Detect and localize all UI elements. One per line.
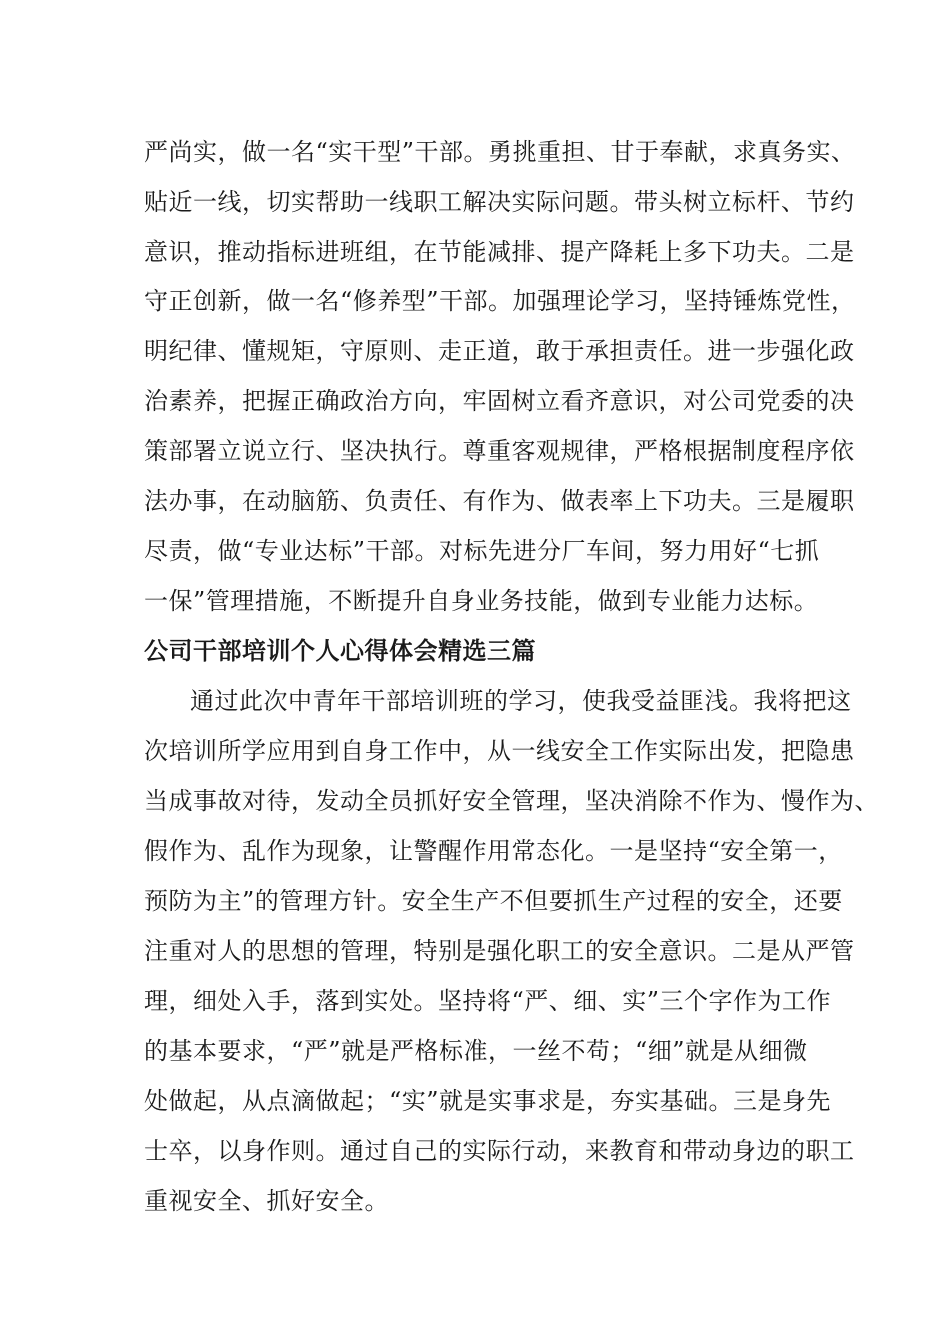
text-line: 预防为主”的管理方针。安全生产不但要抓生产过程的安全，还要: [144, 887, 843, 915]
text-line: 严尚实，做一名“实干型”干部。勇挑重担、甘于奉献，求真务实、: [144, 138, 856, 166]
text-line: 尽责，做“专业达标”干部。对标先进分厂车间，努力用好“七抓: [144, 537, 820, 565]
text-line: 守正创新，做一名“修养型”干部。加强理论学习，坚持锤炼党性，: [144, 287, 856, 315]
text-line: 治素养，把握正确政治方向，牢固树立看齐意识，对公司党委的决: [144, 387, 855, 415]
text-line: 策部署立说立行、坚决执行。尊重客观规律，严格根据制度程序依: [144, 437, 855, 465]
text-line: 重视安全、抓好安全。: [144, 1187, 389, 1215]
text-line: 一保”管理措施，不断提升自身业务技能，做到专业能力达标。: [144, 587, 819, 615]
text-line: 理，细处入手，落到实处。坚持将“严、细、实”三个字作为工作: [144, 987, 832, 1015]
text-line: 通过此次中青年干部培训班的学习，使我受益匪浅。我将把这: [190, 687, 852, 715]
text-line: 当成事故对待，发动全员抓好安全管理，坚决消除不作为、慢作为、: [144, 787, 879, 815]
section-title: 公司干部培训个人心得体会精选三篇: [144, 636, 536, 665]
text-line: 明纪律、懂规矩，守原则、走正道，敢于承担责任。进一步强化政: [144, 337, 855, 365]
text-line: 次培训所学应用到自身工作中，从一线安全工作实际出发，把隐患: [144, 737, 855, 765]
text-line: 注重对人的思想的管理，特别是强化职工的安全意识。二是从严管: [144, 937, 855, 965]
text-line: 法办事，在动脑筋、负责任、有作为、做表率上下功夫。三是履职: [144, 487, 855, 515]
text-line: 处做起，从点滴做起；“实”就是实事求是，夯实基础。三是身先: [144, 1087, 832, 1115]
text-line: 士卒，以身作则。通过自己的实际行动，来教育和带动身边的职工: [144, 1137, 855, 1165]
text-line: 意识，推动指标进班组，在节能减排、提产降耗上多下功夫。二是: [144, 238, 855, 266]
text-line: 贴近一线，切实帮助一线职工解决实际问题。带头树立标杆、节约: [144, 188, 855, 216]
text-line: 假作为、乱作为现象，让警醒作用常态化。一是坚持“安全第一，: [144, 837, 843, 865]
text-line: 的基本要求，“严”就是严格标准，一丝不苟；“细”就是从细微: [144, 1037, 808, 1065]
